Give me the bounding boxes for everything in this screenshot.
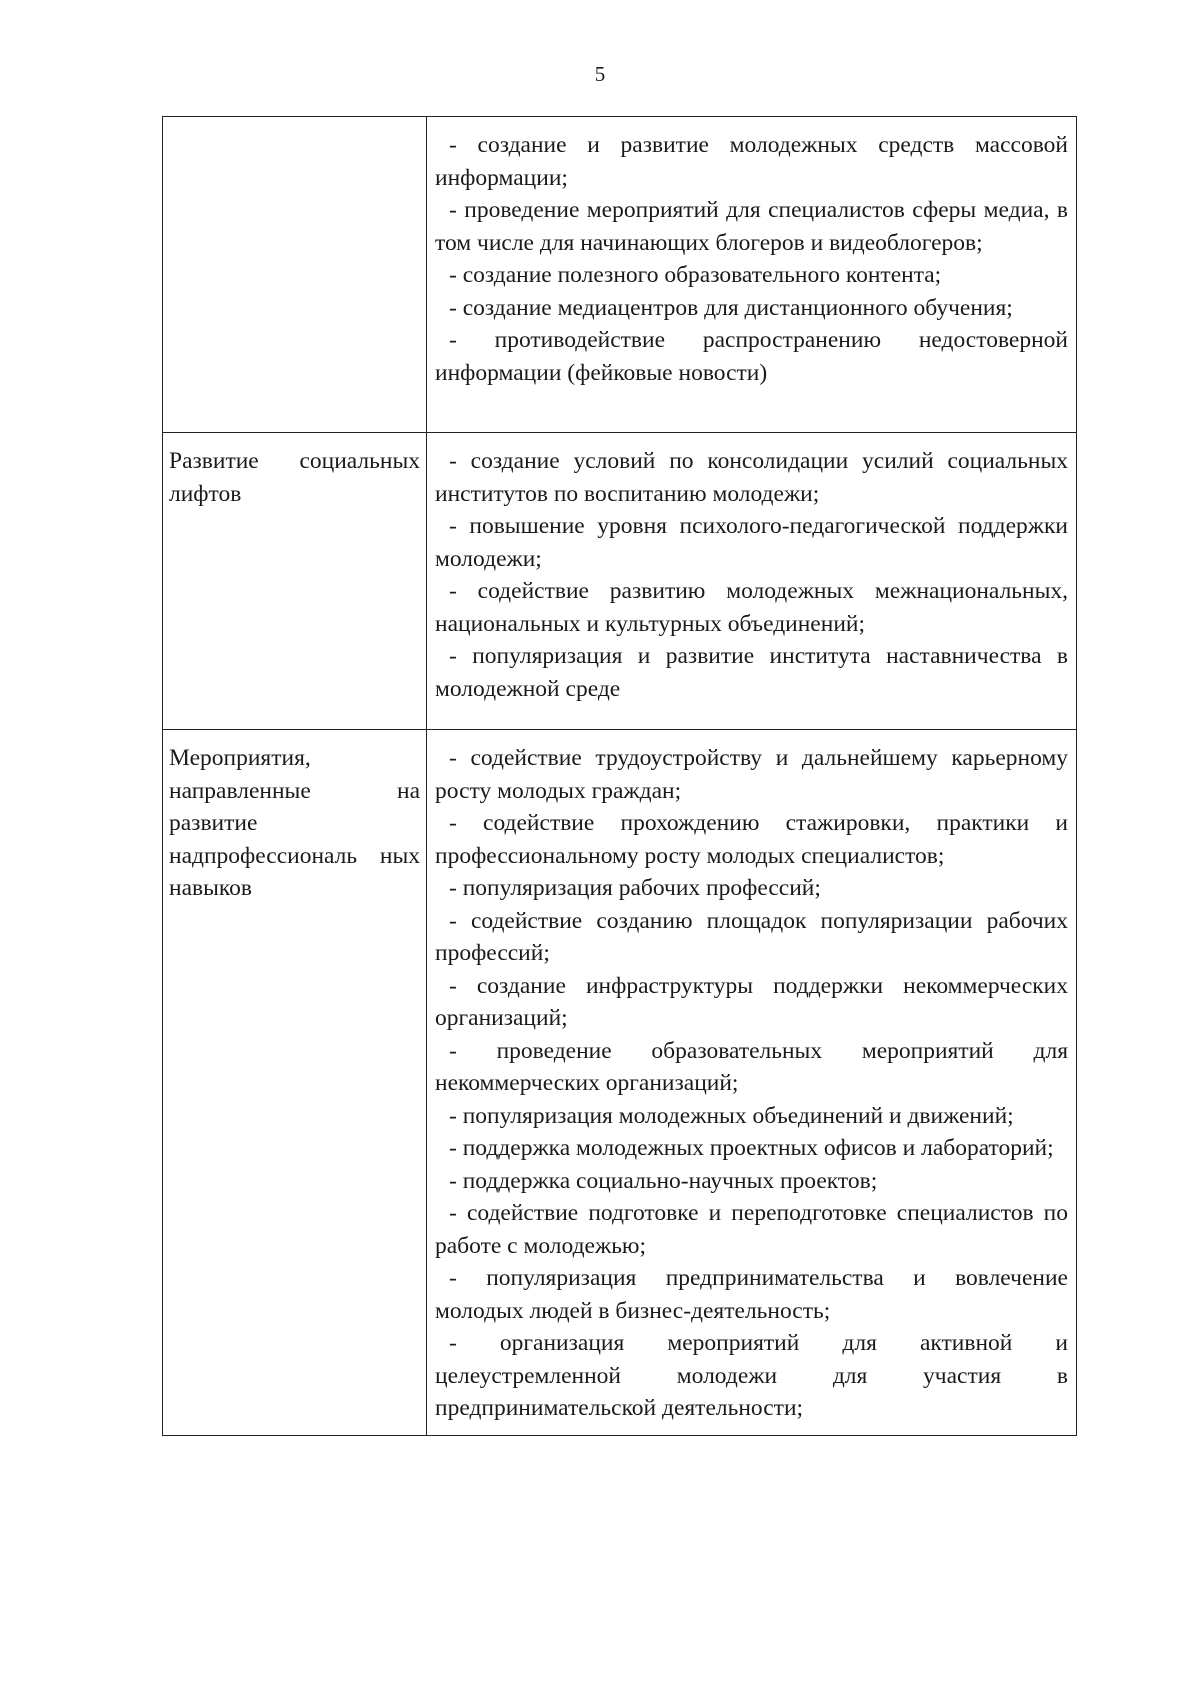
measures-list — [427, 117, 1076, 399]
list-item: - содействие развитию молодежных межнациональных, национальных и культурных объединений; — [435, 578, 1068, 637]
list-item: - поддержка молодежных проектных офисов и лабораторий; — [449, 1135, 1054, 1161]
list-item: - проведение мероприятий для специалистов сферы медиа, в том числе для начинающих блогеров и видеоблогеров; — [435, 197, 1068, 256]
list-item: - создание условий по консолидации усилий социальных институтов по воспитанию молодежи; — [435, 448, 1068, 507]
list-item: - поддержка социально-научных проектов; — [449, 1167, 878, 1194]
list-item: - популяризация молодежных объединений и движений; — [449, 1102, 1014, 1129]
measures-list — [427, 433, 1076, 715]
list-item: - создание и развитие молодежных средств массовой информации; — [435, 132, 1068, 191]
list-item: - создание инфраструктуры поддержки некоммерческих организаций; — [435, 972, 1068, 1031]
list-item: - содействие подготовке и переподготовке специалистов по работе с молодежью; — [435, 1200, 1068, 1259]
list-item: - содействие трудоустройству и дальнейшему карьерному росту молодых граждан; — [435, 745, 1068, 804]
section-title: Развитие социальных лифтов — [169, 448, 420, 507]
measures-cell — [427, 730, 1077, 1436]
list-item: - популяризация предпринимательства и вовлечение молодых людей в бизнес-деятельность; — [435, 1265, 1068, 1324]
section-title-cell — [163, 730, 427, 1436]
list-item: - организация мероприятий для активной и целеустремленной молодежи для участия в предпринимательской деятельности; — [435, 1330, 1068, 1421]
table-row-soft-skills — [163, 730, 1077, 1436]
list-item: - популяризация рабочих профессий; — [449, 875, 821, 901]
list-item: - противодействие распространению недостоверной информации (фейковые новости) — [435, 327, 1068, 386]
measures-list — [427, 730, 1076, 1435]
list-item: - создание медиацентров для дистанционного обучения; — [449, 294, 1013, 321]
table-row-social-lifts — [163, 433, 1077, 730]
section-title-cell — [163, 433, 427, 730]
list-item: - содействие созданию площадок популяризации рабочих профессий; — [435, 907, 1068, 966]
measures-cell — [427, 117, 1077, 433]
list-item: - проведение образовательных мероприятий для некоммерческих организаций; — [435, 1037, 1068, 1096]
measures-cell — [427, 433, 1077, 730]
table-row-media — [163, 117, 1077, 433]
list-item: - создание полезного образовательного контента; — [449, 262, 942, 288]
list-item: - популяризация и развитие института наставничества в молодежной среде — [435, 643, 1068, 702]
list-item: - повышение уровня психолого-педагогической поддержки молодежи; — [435, 513, 1068, 572]
section-title — [163, 117, 426, 139]
program-table — [162, 116, 1077, 1436]
section-title-cell — [163, 117, 427, 433]
list-item: - содействие прохождению стажировки, практики и профессиональному росту молодых специалистов; — [435, 810, 1068, 869]
section-title: Мероприятия, направленные на развитие надпрофессиональ ных навыков — [169, 745, 420, 901]
page-number: 5 — [594, 62, 606, 86]
